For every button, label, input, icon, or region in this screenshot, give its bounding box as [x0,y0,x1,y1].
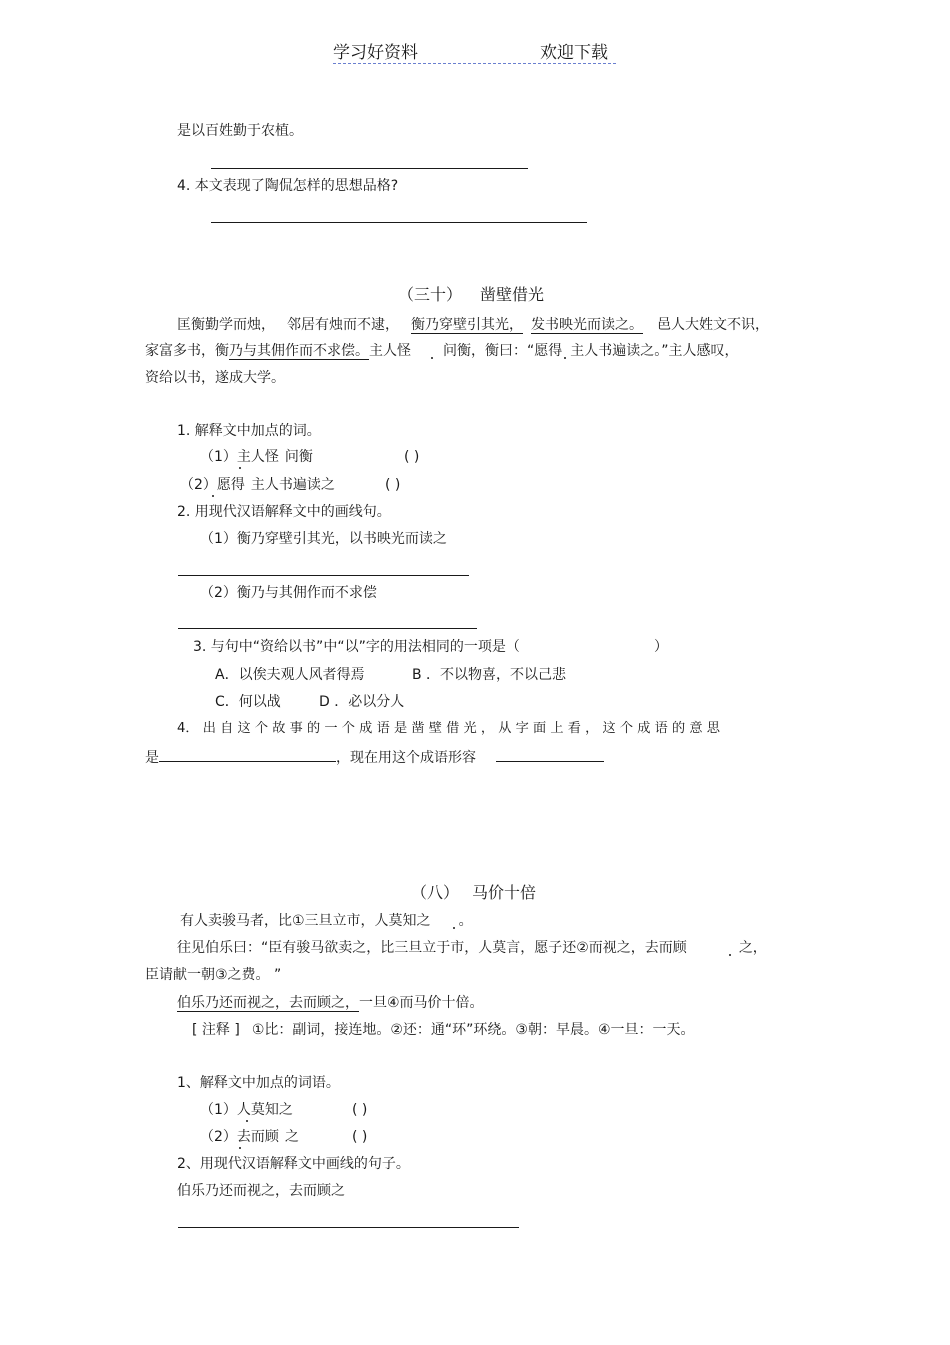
emphasis-dot [453,927,455,929]
answer-blank [159,747,336,762]
s8-para2: 往见伯乐曰：“臣有骏马欲卖之，比三旦立于市，人莫言，愿子还②而视之，去而顾 之， [177,940,767,956]
s30-q1-item1: （1）主人怪 问衡 [200,449,313,465]
s30-para2: 家富多书，衡乃与其佣作而不求偿。主人怪 问衡，衡曰：“愿得 主人书遍读之。”主人感叹， [145,343,739,359]
s8-question-2: 2、用现代汉语解释文中画线的句子。 [177,1156,410,1172]
s8-para3: 臣请献一朝③之费。 ” [145,967,282,983]
s30-question-1: 1. 解释文中加点的词。 [177,423,321,439]
s8-q1-item1: （1）人莫知之 [200,1102,293,1118]
section-30-number: （三十） [398,285,463,304]
s30-q3-option-d: D ．必以分人 [319,694,405,710]
s8-notes: [ 注释 ] ①比：副词，接连地。②还：通“环”环绕。③朝：早晨。④一旦：一天。 [192,1022,695,1038]
emphasis-dot [564,357,566,359]
answer-line [211,222,587,223]
s8-q1-item2: （2）去而顾 之 [200,1129,299,1145]
emphasis-dot [431,357,433,359]
answer-blank [496,747,604,762]
s8-para4: 伯乐乃还而视之，去而顾之，一旦④而马价十倍。 [177,995,484,1011]
answer-line [178,628,477,629]
s30-q1-item2-paren: ( ) [385,477,401,493]
header-left: 学习好资料 [333,43,418,63]
s8-question-1: 1、解释文中加点的词语。 [177,1075,340,1091]
s30-para1: 匡衡勤学而烛， 邻居有烛而不逮， 衡乃穿壁引其光， 发书映光而读之。 邑人大姓文不识， [177,317,769,333]
s30-q3-close: ） [654,639,668,655]
section-8-number: （八） [411,883,460,902]
s30-q3-option-b: B ．不以物喜，不以己悲 [412,667,567,683]
answer-line [211,168,528,169]
s30-q1-item1-paren: ( ) [404,449,420,465]
s30-q1-item2: （2）愿得 主人书遍读之 [180,477,335,493]
s30-q3-option-a: A．以俟夫观人风者得焉 [215,667,365,683]
prev-question-4: 4. 本文表现了陶侃怎样的思想品格? [177,178,399,194]
s30-question-2: 2. 用现代汉语解释文中的画线句。 [177,504,391,520]
section-8-title: 马价十倍 [472,883,537,902]
s30-question-3: 3. 与句中“资给以书”中“以”字的用法相同的一项是（ [193,639,520,655]
s8-q2-text: 伯乐乃还而视之，去而顾之 [177,1183,345,1199]
header-divider [333,63,616,64]
answer-line [178,1227,519,1228]
s30-question-4: 4． 出 自 这 个 故 事 的 一 个 成 语 是 凿 壁 借 光 ， 从 字 面 上 看 ， 这 个 成 语 的 意 思 [177,721,720,736]
emphasis-dot [729,954,731,956]
s30-question-4-cont: 是 ，现在用这个成语形容 [145,747,604,768]
s30-q2-item2: （2）衡乃与其佣作而不求偿 [200,585,377,601]
prev-line1: 是以百姓勤于农植。 [177,123,303,139]
s30-para3: 资给以书，遂成大学。 [145,370,285,386]
answer-line [178,575,469,576]
section-30-title: 凿壁借光 [480,285,545,304]
header-right: 欢迎下载 [540,43,608,63]
s8-q1-item1-paren: ( ) [352,1102,368,1118]
s30-q2-item1: （1）衡乃穿壁引其光，以书映光而读之 [200,531,447,547]
s8-q1-item2-paren: ( ) [352,1129,368,1145]
s8-para1: 有人卖骏马者，比①三旦立市，人莫知之 。 [180,913,473,929]
s30-q3-option-c: C．何以战 [215,694,281,710]
